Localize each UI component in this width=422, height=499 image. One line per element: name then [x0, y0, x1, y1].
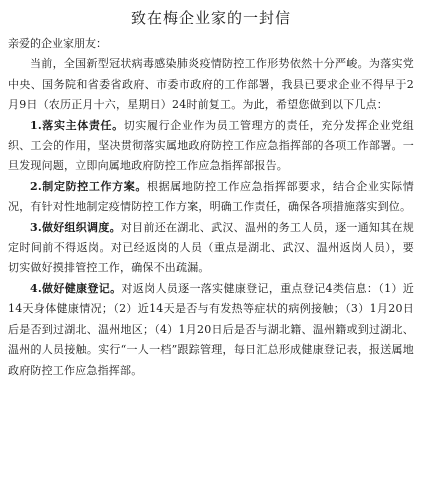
- point-4-heading: 4.做好健康登记。: [30, 281, 122, 295]
- point-3-heading: 3.做好组织调度。: [30, 220, 121, 234]
- point-4-body: 对返岗人员逐一落实健康登记，重点登记4类信息：（1）近14天身体健康情况；（2）近14天是否与有发热等症状的病例接触；（3）1月20日后是否到过湖北、温州地区；（4）1月20日后是否与湖北籍、温州籍或到过湖北、温州的人员接触。实行“一人一档”跟踪管理，每日汇总形成健康登记表，报送属地政府防控工作应急指挥部。: [8, 281, 414, 377]
- point-1-body: 切实履行企业作为员工管理方的责任，充分发挥企业党组织、工会的作用，坚决贯彻落实属地政府防控工作应急指挥部的各项工作部署。一旦发现问题，立即向属地政府防控工作应急指挥部报告。: [8, 118, 414, 173]
- salutation: 亲爱的企业家朋友：: [8, 37, 107, 50]
- point-3-body: 对目前还在湖北、武汉、温州的务工人员，逐一通知其在规定时间前不得返岗。对已经返岗的人员（重点是湖北、武汉、温州返岗人员），要切实做好摸排管控工作，确保不出疏漏。: [8, 220, 414, 275]
- point-4-paragraph: [8, 279, 414, 381]
- point-1-paragraph: [8, 116, 414, 177]
- point-2-body: 根据属地防控工作应急指挥部要求，结合企业实际情况，有针对性地制定疫情防控工作方案，明确工作责任，确保各项措施落实到位。: [8, 179, 414, 214]
- point-2-heading: 2.制定防控工作方案。: [30, 179, 147, 193]
- intro-paragraph: 当前，全国新型冠状病毒感染肺炎疫情防控工作形势依然十分严峻。为落实党中央、国务院和省委省政府、市委市政府的工作部署，我县已要求企业不得早于2月9日（农历正月十六，星期日）24时前复工。为此，希望您做到以下几点：: [8, 57, 414, 112]
- point-3-paragraph: [8, 218, 414, 279]
- letter-title: 致在梅企业家的一封信: [130, 9, 291, 27]
- point-1-heading: 1.落实主体责任。: [30, 118, 124, 132]
- point-2-paragraph: [8, 177, 414, 218]
